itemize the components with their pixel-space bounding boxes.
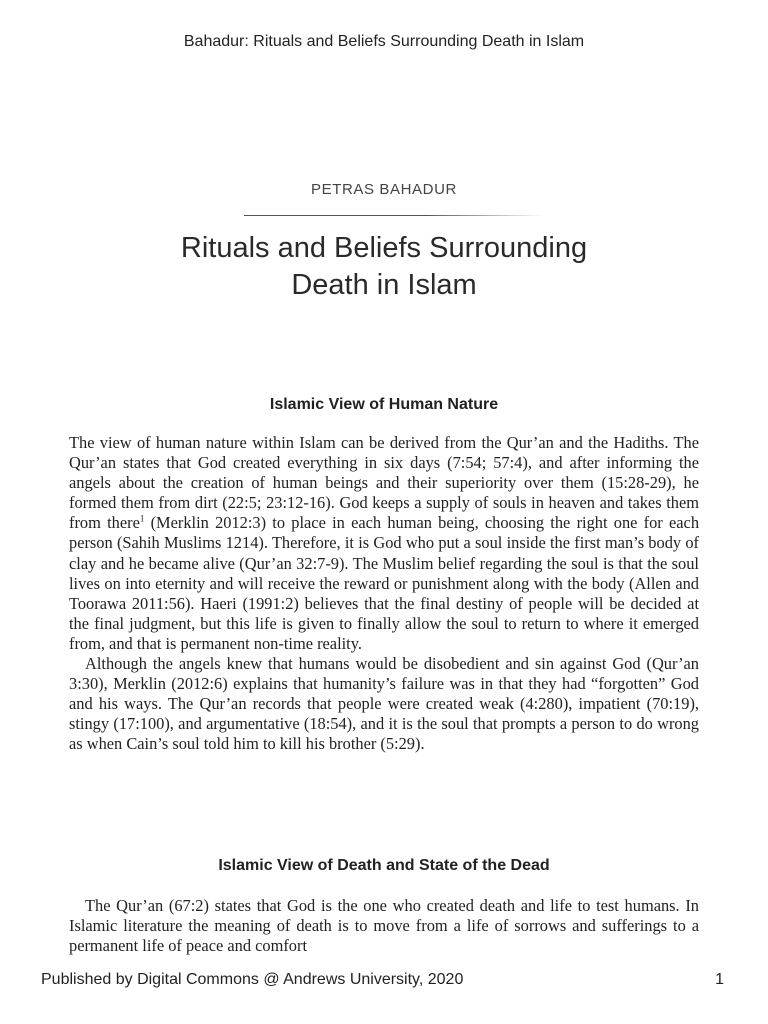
section-body-human-nature [69, 433, 699, 755]
section-body-death [69, 896, 699, 956]
footnote-marker[interactable]: 1 [139, 513, 145, 524]
paragraph-text: (Merklin 2012:3) to place in each human being, choosing the right one for each person (Sahih Muslims 1214). Therefore, it is God who put a soul inside the first man’s body of clay and he became alive (Qur’an 32:7-9). The Muslim belief regarding the soul is that the soul lives on into eternity and will receive the reward or punishment along with the body (Allen and Toorawa 2011:56). Haeri (1991:2) believes that the final destiny of people will be decided at the final judgment, but this life is given to finally allow the soul to return to where it emerged from, and that is permanent non-time reality. [69, 513, 700, 653]
page-number: 1 [715, 971, 724, 988]
section-heading-human-nature: Islamic View of Human Nature [269, 396, 499, 413]
article-title [0, 230, 768, 304]
footer-publisher: Published by Digital Commons @ Andrews University, 2020 [41, 971, 464, 988]
title-divider [244, 215, 544, 216]
running-header: Bahadur: Rituals and Beliefs Surrounding Death in Islam [183, 33, 585, 50]
paragraph: Although the angels knew that humans would be disobedient and sin against God (Qur’an 3:30), Merklin (2012:6) explains that humanity’s failure was in that they had “forgotten” God and his ways. The Qur’an records that people were created weak (4:280), impatient (70:19), stingy (17:100), and argumentative (18:54), and it is the soul that prompts a person to do wrong as when Cain’s soul told him to kill his brother (5:29). [69, 654, 699, 754]
author-name: PETRAS BAHADUR [311, 181, 457, 198]
article-title-line-2: Death in Islam [291, 269, 477, 301]
paragraph-text: The view of human nature within Islam can be derived from the Qur’an and the Hadiths. The Qur’an states that God created everything in six days (7:54; 57:4), and after informing the angels about the creation of human beings and their superiority over them (15:28-29), he formed them from dirt (22:5; 23:12-16). God keeps a supply of souls in heaven and takes them from there [69, 433, 699, 533]
section-heading-death: Islamic View of Death and State of the Dead [218, 857, 550, 874]
paragraph: The Qur’an (67:2) states that God is the one who created death and life to test humans. In Islamic literature the meaning of death is to move from a life of sorrows and sufferings to a permanent life of peace and comfort [69, 896, 699, 956]
article-title-line-1: Rituals and Beliefs Surrounding [180, 232, 588, 264]
paragraph [69, 433, 699, 654]
